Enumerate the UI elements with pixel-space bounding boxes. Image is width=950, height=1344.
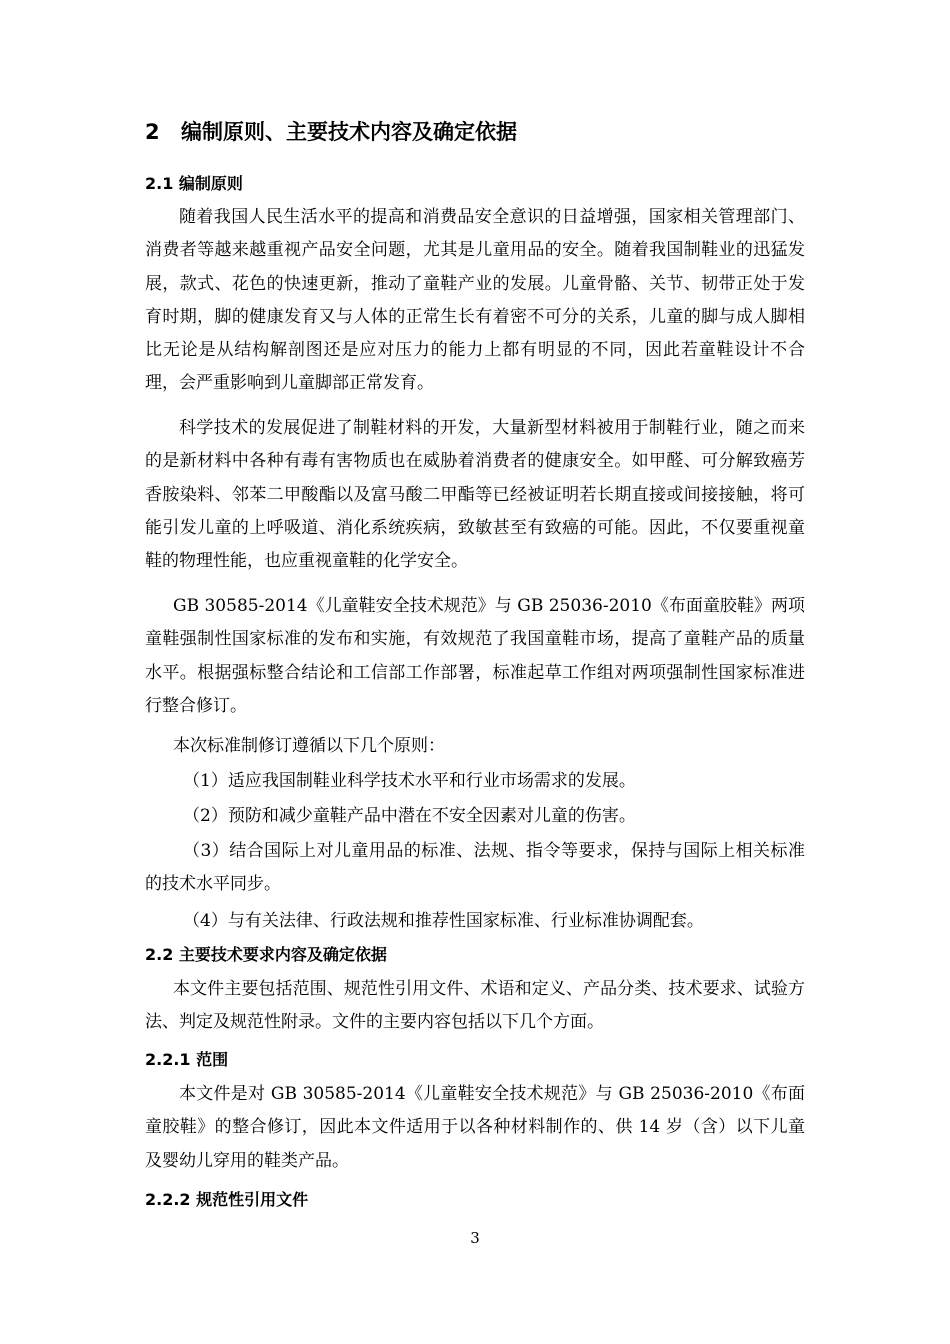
principle-item-4: （4）与有关法律、行政法规和推荐性国家标准、行业标准协调配套。	[183, 911, 704, 931]
principle-item-1: （1）适应我国制鞋业科学技术水平和行业市场需求的发展。	[183, 771, 636, 791]
section-2-2-paragraph: 本文件主要包括范围、规范性引用文件、术语和定义、产品分类、技术要求、试验方法、判定及规范性附录。文件的主要内容包括以下几个方面。	[145, 979, 805, 1033]
chapter-heading	[145, 116, 517, 148]
section-2-1-heading: 2.1 编制原则	[145, 174, 243, 193]
chapter-title: 编制原则、主要技术内容及确定依据	[181, 120, 517, 144]
section-2-2-1-paragraph: 本文件是对 GB 30585-2014《儿童鞋安全技术规范》与 GB 25036-2010《布面童胶鞋》的整合修订，因此本文件适用于以各种材料制作的、供 14 岁（含）以下儿童及婴幼儿穿用的鞋类产品。	[145, 1084, 805, 1171]
chapter-number: 2	[145, 120, 160, 144]
section-2-2-1-heading: 2.2.1 范围	[145, 1050, 229, 1069]
section-2-2-2-heading: 2.2.2 规范性引用文件	[145, 1190, 309, 1209]
section-2-1-paragraph-3: GB 30585-2014《儿童鞋安全技术规范》与 GB 25036-2010《布面童胶鞋》两项童鞋强制性国家标准的发布和实施，有效规范了我国童鞋市场，提高了童鞋产品的质量水平。根据强标整合结论和工信部工作部署，标准起草工作组对两项强制性国家标准进行整合修订。	[145, 596, 805, 716]
section-2-2-heading: 2.2 主要技术要求内容及确定依据	[145, 945, 387, 964]
principle-item-3: （3）结合国际上对儿童用品的标准、法规、指令等要求，保持与国际上相关标准的技术水平同步。	[145, 841, 805, 895]
section-2-1-paragraph-1: 随着我国人民生活水平的提高和消费品安全意识的日益增强，国家相关管理部门、消费者等越来越重视产品安全问题，尤其是儿童用品的安全。随着我国制鞋业的迅猛发展，款式、花色的快速更新，推动了童鞋产业的发展。儿童骨骼、关节、韧带正处于发育时期，脚的健康发育又与人体的正常生长有着密不可分的关系，儿童的脚与成人脚相比无论是从结构解剖图还是应对压力的能力上都有明显的不同，因此若童鞋设计不合理，会严重影响到儿童脚部正常发育。	[145, 207, 805, 394]
section-2-1-paragraph-2: 科学技术的发展促进了制鞋材料的开发，大量新型材料被用于制鞋行业，随之而来的是新材料中各种有毒有害物质也在威胁着消费者的健康安全。如甲醛、可分解致癌芳香胺染料、邻苯二甲酸酯以及富马酸二甲酯等已经被证明若长期直接或间接接触，将可能引发儿童的上呼吸道、消化系统疾病，致敏甚至有致癌的可能。因此，不仅要重视童鞋的物理性能，也应重视童鞋的化学安全。	[145, 418, 805, 572]
principles-intro: 本次标准制修订遵循以下几个原则：	[173, 736, 445, 756]
page-number: 3	[470, 1229, 480, 1247]
principle-item-2: （2）预防和减少童鞋产品中潜在不安全因素对儿童的伤害。	[183, 806, 636, 826]
